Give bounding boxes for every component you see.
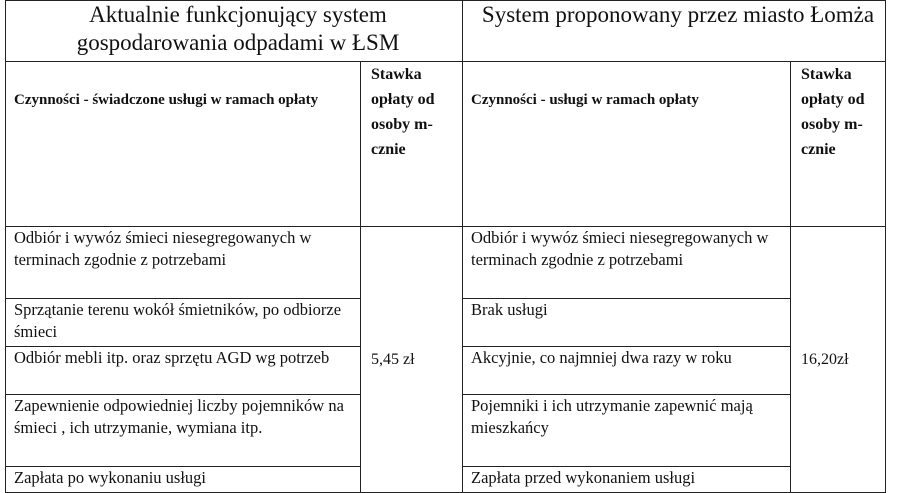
right-heading: System proponowany przez miasto Łomża (463, 1, 886, 62)
left-heading: Aktualnie funkcjonujący system gospodarowania odpadami w ŁSM (6, 1, 463, 62)
right-item-5: Zapłata przed wykonaniem usługi (463, 467, 791, 493)
right-item-1: Odbiór i wywóz śmieci niesegregowanych w terminach zgodnie z potrzebami (463, 227, 791, 299)
heading-row (6, 1, 886, 62)
left-rate-header: Stawka opłaty od osoby m-cznie (361, 62, 463, 227)
left-item-2: Sprzątanie terenu wokół śmietników, po odbiorze śmieci (6, 299, 361, 347)
column-header-row (6, 62, 886, 227)
right-rate-header: Stawka opłaty od osoby m-cznie (791, 62, 886, 227)
left-item-1: Odbiór i wywóz śmieci niesegregowanych w terminach zgodnie z potrzebami (6, 227, 361, 299)
right-item-2: Brak usługi (463, 299, 791, 347)
left-activities-header: Czynności - świadczone usługi w ramach opłaty (6, 62, 361, 227)
left-item-3: Odbiór mebli itp. oraz sprzętu AGD wg potrzeb (6, 347, 361, 395)
right-item-3: Akcyjnie, co najmniej dwa razy w roku (463, 347, 791, 395)
left-item-5: Zapłata po wykonaniu usługi (6, 467, 361, 493)
right-activities-header: Czynności - usługi w ramach opłaty (463, 62, 791, 227)
table-row (6, 227, 886, 299)
right-rate-value: 16,20zł (791, 227, 886, 493)
left-item-4: Zapewnienie odpowiedniej liczby pojemników na śmieci , ich utrzymanie, wymiana itp. (6, 395, 361, 467)
left-rate-value: 5,45 zł (361, 227, 463, 493)
comparison-table (5, 0, 886, 493)
right-item-4: Pojemniki i ich utrzymanie zapewnić mają mieszkańcy (463, 395, 791, 467)
